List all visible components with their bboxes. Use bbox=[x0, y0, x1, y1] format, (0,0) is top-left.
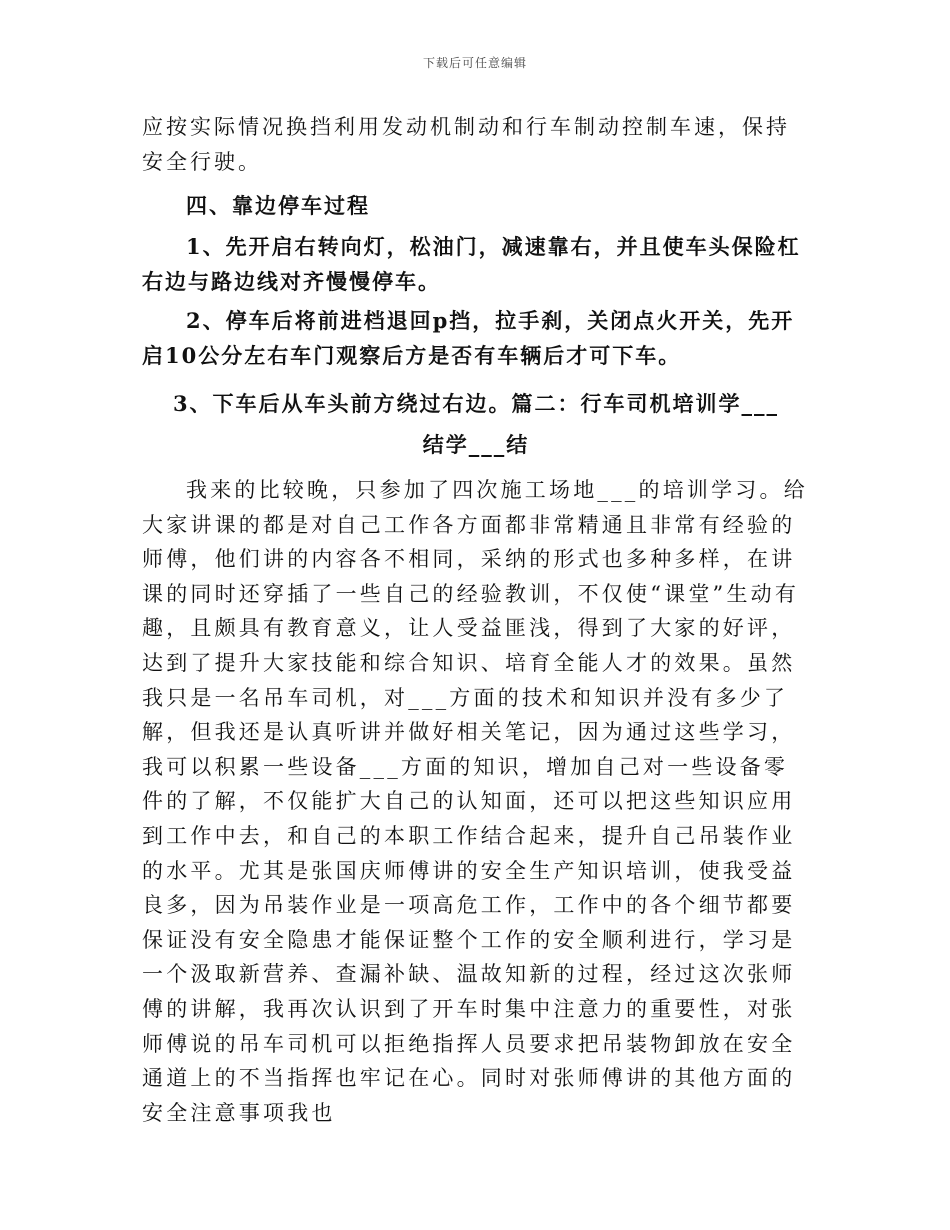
list-item-1: 1、先开启右转向灯，松油门，减速靠右，并且使车头保险杠右边与路边线对齐慢慢停车。 bbox=[142, 234, 801, 294]
section-heading-4: 四、靠边停车过程 bbox=[186, 193, 370, 218]
intro-paragraph: 应按实际情况换挡利用发动机制动和行车制动控制车速，保持安全行驶。 bbox=[142, 115, 790, 174]
body-paragraph: 我来的比较晚，只参加了四次施工场地___的培训学习。给大家讲课的都是对自己工作各方面都非常精通且非常有经验的师傅，他们讲的内容各不相同，采纳的形式也多种多样，在讲课的同时还穿插了一些自己的经验教训，不仅使“课堂”生动有趣，且颇具有教育意义，让人受益匪浅，得到了大家的好评，达到了提升大家技能和综合知识、培育全能人才的效果。虽然我只是一名吊车司机，对___方面的技术和知识并没有多少了解，但我还是认真听讲并做好相关笔记，因为通过这些学习，我可以积累一些设备___方面的知识，增加自己对一些设备零件的了解，不仅能扩大自己的认知面，还可以把这些知识应用到工作中去，和自己的本职工作结合起来，提升自己吊装作业的水平。尤其是张国庆师傅讲的安全生产知识培训，使我受益良多，因为吊装作业是一项高危工作，工作中的各个细节都要保证没有安全隐患才能保证整个工作的安全顺利进行，学习是一个汲取新营养、查漏补缺、温故知新的过程，经过这次张师傅的讲解，我再次认识到了开车时集中注意力的重要性，对张师傅说的吊车司机可以拒绝指挥人员要求把吊装物卸放在安全通道上的不当指挥也牢记在心。同时对张师傅讲的其他方面的安全注意事项我也 bbox=[142, 478, 808, 1125]
list-item-3: 3、下车后从车头前方绕过右边。篇二：行车司机培训学___结学___结 bbox=[172, 391, 780, 457]
document-body bbox=[142, 110, 810, 1130]
page-header-note: 下载后可任意编辑 bbox=[422, 56, 527, 70]
list-item-2: 2、停车后将前进档退回p挡，拉手刹，关闭点火开关，先开启10公分左右车门观察后方是否有车辆后才可下车。 bbox=[142, 308, 795, 368]
